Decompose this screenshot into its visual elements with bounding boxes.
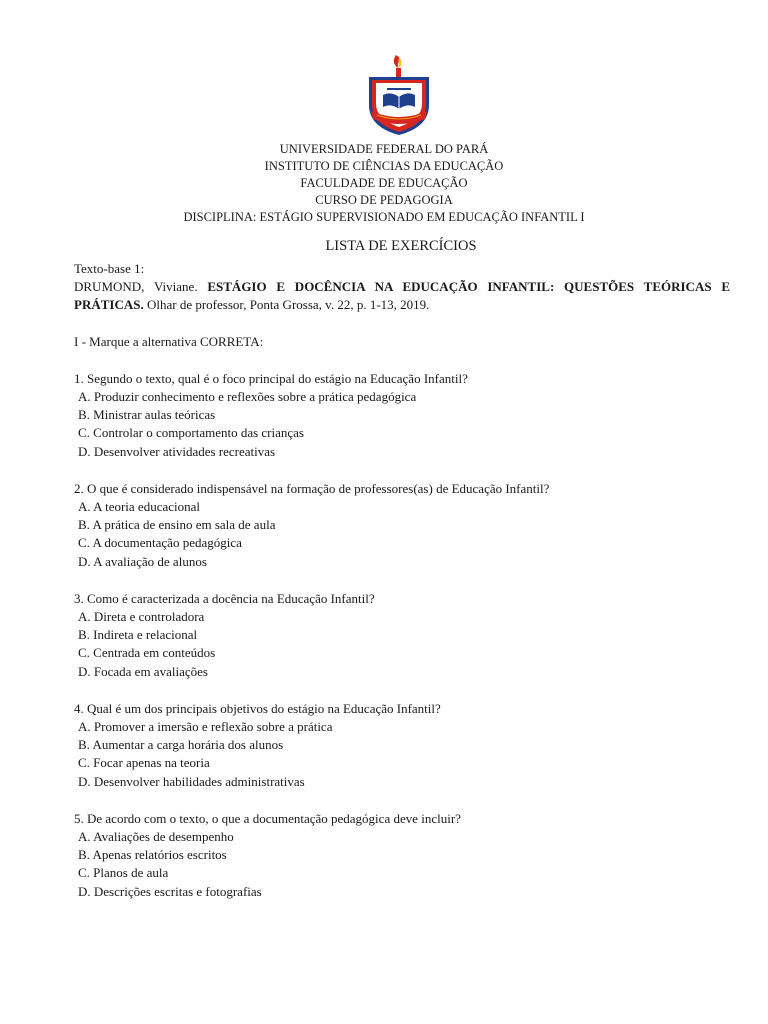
option-c: C. Focar apenas na teoria	[78, 755, 210, 771]
question-5	[74, 810, 730, 901]
question-text: 1. Segundo o texto, qual é o foco principal do estágio na Educação Infantil?	[74, 370, 468, 386]
option-d: D. Desenvolver atividades recreativas	[78, 443, 276, 459]
option-b: B. Ministrar aulas teóricas	[78, 407, 216, 423]
citation-rest: Olhar de professor, Ponta Grossa, v. 22, p. 1-13, 2019.	[146, 297, 430, 313]
base-text-label: Texto-base 1:	[74, 261, 145, 276]
option-c: C. Centrada em conteúdos	[78, 645, 216, 661]
ufpa-seal-logo	[363, 53, 435, 137]
option-a: A. Produzir conhecimento e reflexões sobre a prática pedagógica	[78, 389, 417, 405]
option-c: C. A documentação pedagógica	[78, 535, 242, 551]
header-line-course: CURSO DE PEDAGOGIA	[315, 193, 453, 207]
citation-title: ESTÁGIO E DOCÊNCIA NA EDUCAÇÃO INFANTIL: QUESTÕES TEÓRICAS E PRÁTICAS.	[74, 279, 731, 313]
option-d: D. Descrições escritas e fotografias	[78, 883, 262, 899]
option-b: B. Indireta e relacional	[78, 627, 198, 643]
institution-header	[0, 141, 768, 226]
citation-author: DRUMOND, Viviane.	[74, 279, 198, 295]
option-a: A. A teoria educacional	[78, 499, 201, 515]
question-4	[74, 700, 730, 791]
option-b: B. Aumentar a carga horária dos alunos	[78, 737, 284, 753]
option-b: B. A prática de ensino em sala de aula	[78, 517, 276, 533]
option-a: A. Avaliações de desempenho	[78, 829, 234, 845]
question-text: 2. O que é considerado indispensável na formação de professores(as) de Educação Infantil?	[74, 480, 550, 496]
option-c: C. Controlar o comportamento das crianças	[78, 425, 304, 441]
question-text: 5. De acordo com o texto, o que a documentação pedagógica deve incluir?	[74, 810, 461, 826]
document-title: LISTA DE EXERCÍCIOS	[325, 238, 477, 254]
option-d: D. Desenvolver habilidades administrativas	[78, 773, 305, 789]
document-body	[74, 260, 730, 901]
header-line-institute: INSTITUTO DE CIÊNCIAS DA EDUCAÇÃO	[264, 159, 504, 173]
question-text: 3. Como é caracterizada a docência na Educação Infantil?	[74, 590, 375, 606]
header-line-discipline: DISCIPLINA: ESTÁGIO SUPERVISIONADO EM EDUCAÇÃO INFANTIL I	[183, 210, 585, 224]
header-line-university: UNIVERSIDADE FEDERAL DO PARÁ	[279, 142, 489, 156]
instruction: I - Marque a alternativa CORRETA:	[74, 333, 264, 349]
question-text: 4. Qual é um dos principais objetivos do estágio na Educação Infantil?	[74, 700, 441, 716]
option-c: C. Planos de aula	[78, 865, 169, 881]
option-a: A. Promover a imersão e reflexão sobre a prática	[78, 719, 333, 735]
header-line-faculty: FACULDADE DE EDUCAÇÃO	[300, 176, 468, 190]
question-1	[74, 370, 730, 461]
question-3	[74, 590, 730, 681]
option-a: A. Direta e controladora	[78, 609, 205, 625]
option-d: D. Focada em avaliações	[78, 663, 208, 679]
citation	[74, 278, 730, 314]
question-2	[74, 480, 730, 571]
option-d: D. A avaliação de alunos	[78, 553, 207, 569]
option-b: B. Apenas relatórios escritos	[78, 847, 227, 863]
